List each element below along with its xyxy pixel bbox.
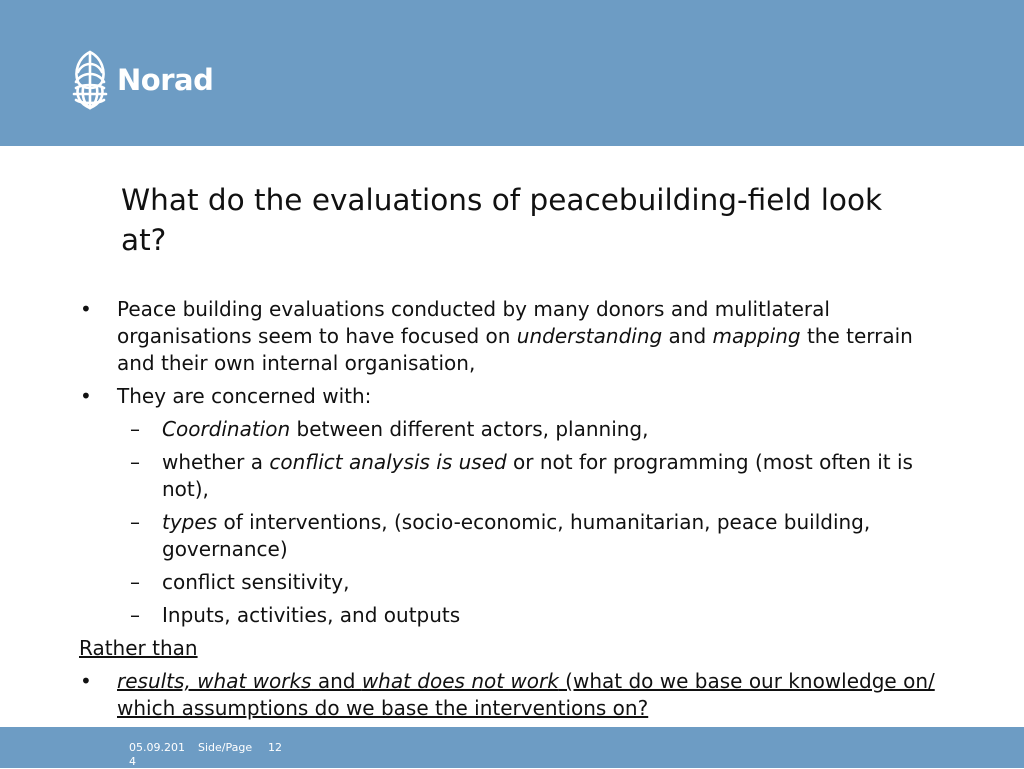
bullet1-emphasis-understanding: understanding	[516, 324, 663, 348]
bullet-item-3	[80, 668, 947, 722]
dash-marker: –	[130, 570, 140, 594]
sub4-text: conflict sensitivity,	[162, 570, 350, 594]
bullet-marker: •	[80, 384, 92, 408]
bullet-item-2	[80, 383, 947, 410]
footer-date: 05.09.2014	[129, 741, 185, 768]
footer-side-label: Side/Page	[198, 741, 253, 754]
sub-item-2	[130, 449, 952, 503]
slide-body	[0, 296, 1024, 728]
bullet1-text-part3: the terrain and their own internal organisation,	[117, 324, 913, 375]
dash-marker: –	[130, 510, 140, 534]
sub3-emphasis: types	[162, 510, 218, 534]
bullet-marker: •	[80, 669, 92, 693]
globe-leaf-icon	[72, 50, 108, 110]
sub2-prefix: whether a	[162, 450, 270, 474]
logo-wordmark: Norad	[117, 62, 214, 97]
dash-marker: –	[130, 417, 140, 441]
bullet-item-1	[80, 296, 947, 377]
sub3-text: of interventions, (socio-economic, humanitarian, peace building, governance)	[162, 510, 871, 561]
footer-page-number: 12	[268, 741, 282, 754]
bullet1-text-part1: Peace building evaluations conducted by many donors and mulitlateral organisations seem to have focused on	[117, 297, 830, 348]
header-band	[0, 0, 1024, 146]
sub5-text: Inputs, activities, and outputs	[162, 603, 461, 627]
sub1-emphasis: Coordination	[162, 417, 291, 441]
sub-item-3	[130, 509, 952, 563]
slide-title: What do the evaluations of peacebuilding-field look at?	[121, 183, 883, 257]
rather-than-label: Rather than	[79, 636, 198, 660]
sub2-emphasis: conflict analysis is used	[269, 450, 507, 474]
sub1-text: between different actors, planning,	[290, 417, 649, 441]
bullet1-text-part2: and	[662, 324, 713, 348]
sub-item-5	[130, 602, 952, 629]
dash-marker: –	[130, 603, 140, 627]
bullet-marker: •	[80, 297, 92, 321]
bullet3-emphasis-results: results, what works	[117, 669, 312, 693]
bullet2-text: They are concerned with:	[117, 384, 372, 408]
bullet3-text-mid: and	[311, 669, 362, 693]
norad-logo	[72, 50, 213, 110]
sub-item-1	[130, 416, 952, 443]
bullet3-text-rest: (what do we base our knowledge on/ which assumptions do we base the interventions on?	[117, 669, 935, 720]
sub2-text: or not for programming (most often it is not),	[162, 450, 913, 501]
bullet1-emphasis-mapping: mapping	[712, 324, 801, 348]
bullet3-emphasis-not-work: what does not work	[361, 669, 559, 693]
dash-marker: –	[130, 450, 140, 474]
sub-item-4	[130, 569, 952, 596]
